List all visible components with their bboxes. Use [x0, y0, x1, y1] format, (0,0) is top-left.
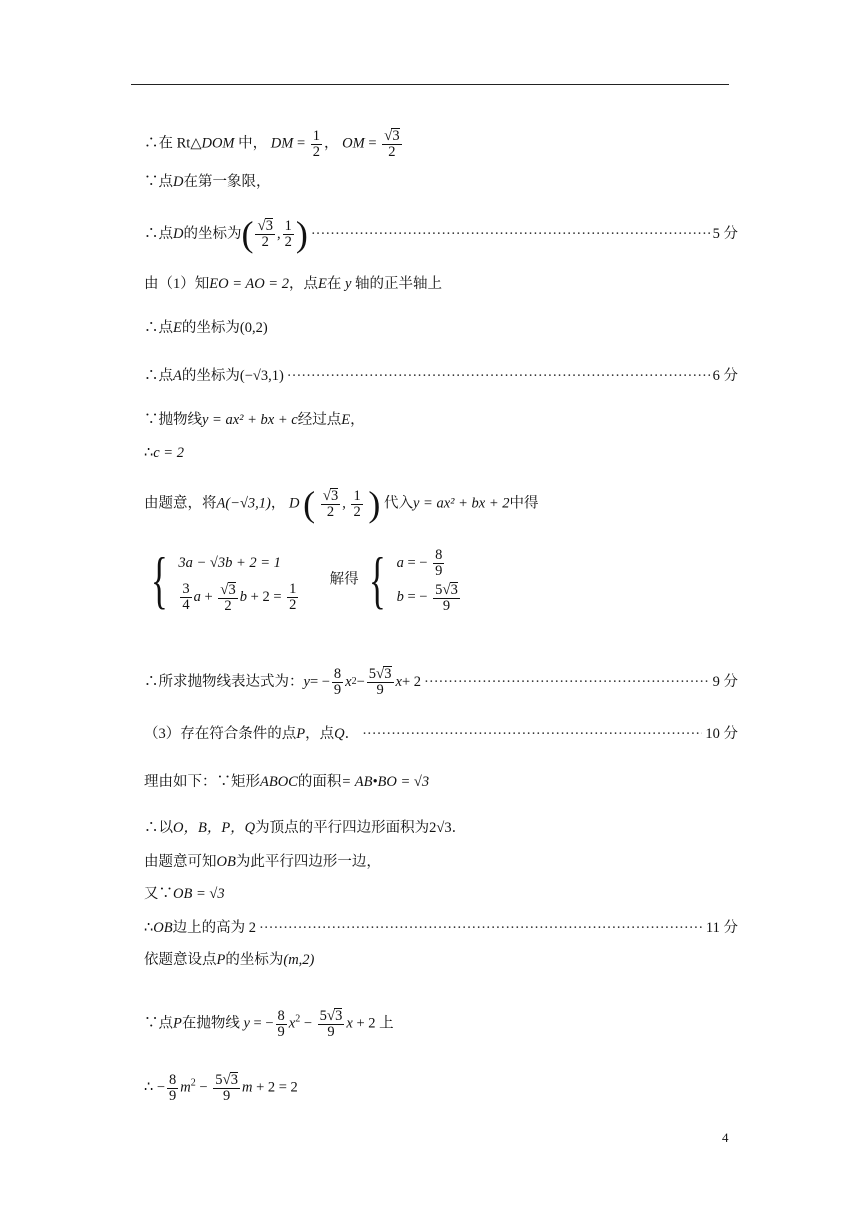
line-13: 理由如下：∵矩形ABOC的面积= AB•BO = √3 [144, 774, 430, 790]
score-5: 5 分 [712, 226, 738, 242]
score-9: 9 分 [712, 674, 738, 690]
line-12: （3）存在符合条件的点 P ，点 Q ． ····· 10 分 [144, 724, 738, 744]
line-20: ∴ − $\frac{8}{9}$ $m^2$ − $\frac{5√3}{9}$ m + 2 = 2 [144, 1071, 298, 1104]
line-11: ∴所求抛物线表达式为： y = − $\frac{8}{9}$ x 2 − $\frac{5√3}{9}$ x + 2 ····· 9 分 [144, 666, 738, 698]
header-rule [131, 84, 729, 85]
line-19: ∵点P在抛物线 y = − $\frac{8}{9}$ $x^2$ − $\frac{5√3}{9}$ x + 2 上 [144, 1007, 394, 1040]
line-17: ∴ OB 边上的高为 2 ····· 11 分 [144, 918, 738, 938]
line-16: 又∵OB = √3 [144, 886, 225, 902]
line-4: 由（1）知EO = AO = 2，点E在 y 轴的正半轴上 [144, 276, 443, 292]
line-3: ∴点 D 的坐标为 ( $\frac{√3}{2}$ , $\frac{1}{2}$ ) ····· 5 分 [144, 216, 738, 252]
score-10: 10 分 [705, 726, 738, 742]
line-2: ∵点D在第一象限， [144, 174, 271, 190]
line-18: 依题意设点P的坐标为(m,2) [144, 952, 315, 968]
line-8: ∴c = 2 [144, 445, 184, 461]
score-11: 11 分 [705, 920, 738, 936]
page-number: 4 [722, 1130, 729, 1145]
line-7: ∵抛物线y = ax² + bx + c经过点E， [144, 412, 365, 428]
line-14: ∴以O，B，P，Q为顶点的平行四边形面积为2√3． [144, 820, 467, 836]
line-6: ∴点 A 的坐标为 (−√3,1) ····· 6 分 [144, 366, 738, 386]
line-15: 由题意可知OB为此平行四边形一边， [144, 854, 381, 870]
line-9: 由题意，将A(−√3,1)， D ( $\frac{√3}{2}$ , $\frac{1}{2}$ ) 代入y = ax² + bx + 2中得 [144, 484, 539, 524]
line-5: ∴点E的坐标为(0,2) [144, 320, 268, 336]
line-1: ∴在 Rt△DOM 中， DM = $\frac{1}{2}$ ， OM = $\frac{√3}{2}$ [144, 127, 400, 160]
score-6: 6 分 [712, 368, 738, 384]
equation-system: { 3a − √3b + 2 = 1 $\frac{3}{4}$ a + $\frac{√3}{2}$ b + 2 = $\frac{1}{2}$ 解得 { a = − $\frac{8}{9}$ b = − $\frac{5√3}{9}$ [150, 544, 458, 615]
